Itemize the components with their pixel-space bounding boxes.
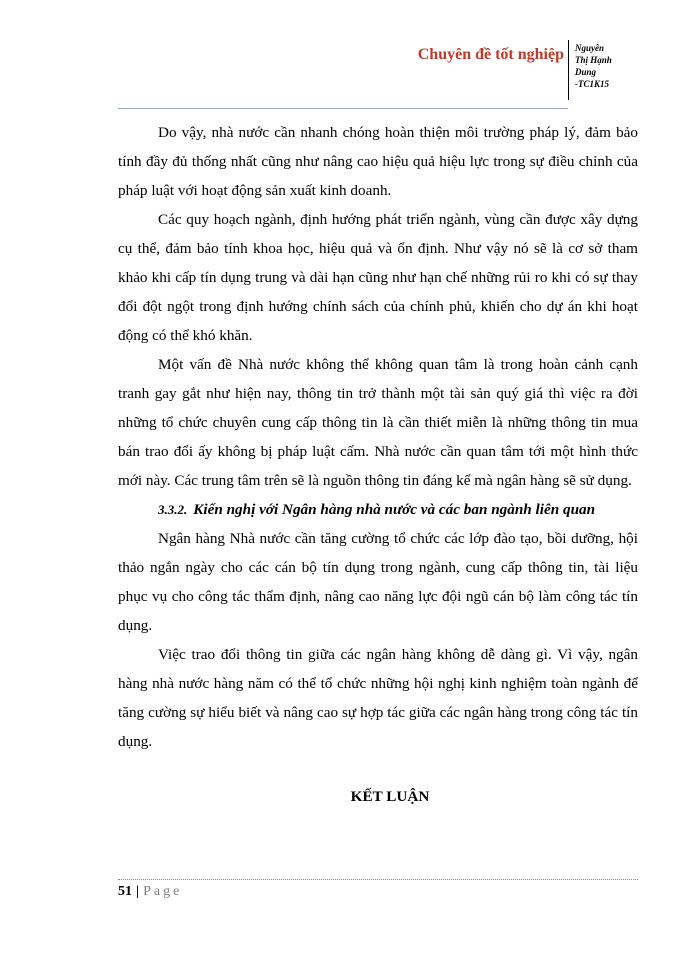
author-line: Nguyễn (575, 43, 604, 53)
header-author (575, 42, 612, 90)
section-heading (118, 495, 638, 524)
header-title: Chuyên đề tốt nghiệp (417, 46, 564, 63)
header-divider (568, 40, 569, 100)
footer-rule (118, 879, 638, 880)
body-paragraph: Một vấn đề Nhà nước không thể không quan tâm là trong hoàn cảnh cạnh tranh gay gắt như hiện nay, thông tin trở thành một tài sản quý giá thì việc ra đời những tổ chức chuyên cung cấp thông tin là cần thiết miễn là những thông tin mua bán trao đổi ấy không bị pháp luật cấm. Nhà nước cần quan tâm tới một hình thức mới này. Các trung tâm trên sẽ là nguồn thông tin đáng kể mà ngân hàng sẽ sử dụng. (118, 356, 638, 489)
author-line: -TC1K15 (575, 79, 610, 89)
body-paragraph: Các quy hoạch ngành, định hướng phát triển ngành, vùng cần được xây dựng cụ thể, đảm bảo tính khoa học, hiệu quả và ổn định. Như vậy nó sẽ là cơ sở tham khảo khi cấp tín dụng trung và dài hạn cũng như hạn chế những rủi ro khi có sự thay đổi đột ngột trong định hướng chính sách của chính phủ, khiến cho dự án khi hoạt động có thể khó khăn. (118, 211, 638, 344)
author-line: Thị Hạnh (575, 55, 612, 65)
conclusion-heading: KẾT LUẬN (350, 788, 430, 805)
page-number: 51 (118, 884, 132, 899)
footer-separator: | (136, 884, 140, 899)
section-number: 3.3.2. (158, 502, 188, 517)
section-paragraph: Việc trao đổi thông tin giữa các ngân hàng không dễ dàng gì. Vì vậy, ngân hàng nhà nước hàng năm có thể tổ chức những hội nghị kinh nghiệm toàn ngành để tăng cường sự hiểu biết và nâng cao sự hợp tác giữa các ngân hàng trong công tác tín dụng. (118, 646, 638, 750)
author-line: Dung (575, 67, 597, 77)
section-paragraph: Ngân hàng Nhà nước cần tăng cường tổ chức các lớp đào tạo, bồi dưỡng, hội thảo ngắn ngày cho các cán bộ tín dụng trong ngành, cung cấp thông tin, tài liệu phục vụ cho công tác thẩm định, nâng cao năng lực đội ngũ cán bộ làm công tác tín dụng. (118, 530, 638, 634)
section-title: Kiến nghị với Ngân hàng nhà nước và các ban ngành liên quan (193, 501, 596, 518)
header-rule (118, 108, 568, 109)
page-label: Page (143, 884, 183, 899)
body-paragraph: Do vậy, nhà nước cần nhanh chóng hoàn thiện môi trường pháp lý, đảm bảo tính đầy đủ thống nhất cũng như nâng cao hiệu quả hiệu lực trong sự điều chỉnh của pháp luật với hoạt động sản xuất kinh doanh. (118, 124, 638, 199)
page-footer (118, 884, 182, 900)
document-body (118, 118, 638, 811)
page-header (118, 40, 638, 102)
